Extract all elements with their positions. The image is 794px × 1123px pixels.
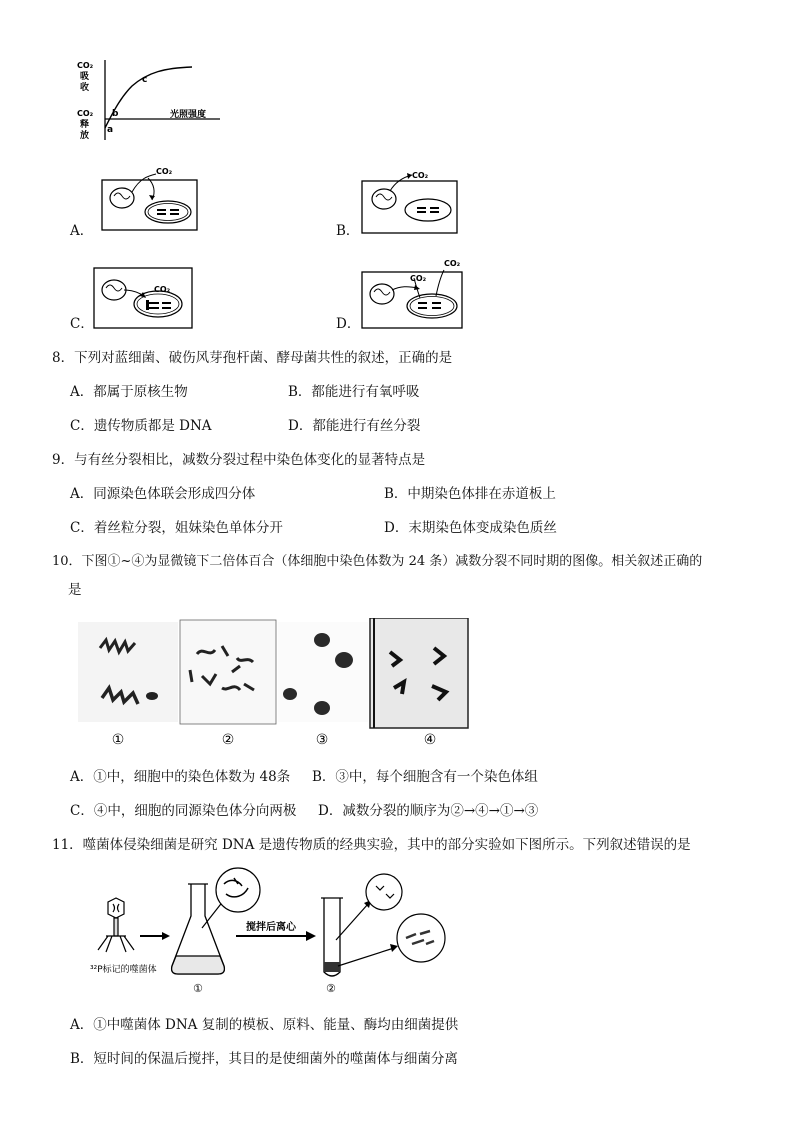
co2-light-graph	[70, 56, 230, 146]
point-b: b	[112, 109, 119, 119]
q9-option-a: A．同源染色体联会形成四分体	[70, 486, 256, 502]
co2-label: CO₂	[154, 285, 171, 294]
q8-option-b: B．都能进行有氧呼吸	[288, 384, 420, 400]
magnified-supernatant-icon	[366, 874, 402, 910]
centrifuge-label: 搅拌后离心	[246, 922, 296, 933]
q7-option-d-diagram	[360, 256, 472, 334]
co2-label: CO₂	[156, 167, 173, 176]
flask-icon	[172, 884, 225, 974]
q7-option-c-diagram	[92, 262, 202, 332]
chloroplast-icon	[405, 199, 451, 221]
phage-label: ³²P标记的噬菌体	[90, 965, 157, 975]
q10-option-d: D．减数分裂的顺序为②→④→①→③	[318, 803, 539, 819]
q11-option-b: B．短时间的保温后搅拌，其目的是使细菌外的噬菌体与细菌分离	[70, 1051, 458, 1067]
panel-label-3: ③	[315, 732, 329, 748]
flask-label: ①	[193, 982, 203, 995]
mitochondrion-icon	[370, 284, 394, 304]
panel-label-4: ④	[423, 732, 437, 748]
y-bottom-line-1: 释	[80, 120, 90, 130]
co2-label-a: CO₂	[410, 274, 427, 283]
q7-option-a-label: A．	[70, 223, 94, 239]
point-c: c	[142, 75, 148, 85]
q9-option-d: D．末期染色体变成染色质丝	[384, 520, 557, 536]
y-top-line-1: 吸	[80, 72, 90, 82]
panel-label-2: ②	[221, 732, 235, 748]
q9-option-b: B．中期染色体排在赤道板上	[384, 486, 556, 502]
q10-option-a: A．①中，细胞中的染色体数为 48条	[70, 769, 291, 785]
q7-option-b-diagram	[360, 165, 460, 240]
q10-option-c: C．④中，细胞的同源染色体分向两极	[70, 803, 297, 819]
co2-label-b: CO₂	[444, 259, 461, 268]
q7-option-a-diagram	[100, 160, 200, 235]
y-bottom-line-2: 放	[80, 131, 90, 141]
q7-option-b-label: B．	[336, 223, 360, 239]
meiosis-micrographs	[72, 618, 472, 748]
mitochondrion-icon	[110, 188, 134, 208]
chloroplast-icon	[407, 294, 457, 318]
q11-stem: 11．噬菌体侵染细菌是研究 DNA 是遗传物质的经典实验，其中的部分实验如下图所示。下列叙述错误的是	[52, 837, 691, 853]
phage-experiment-diagram	[86, 864, 456, 999]
phage-icon	[98, 898, 134, 952]
q8-stem: 8．下列对蓝细菌、破伤风芽孢杆菌、酵母菌共性的叙述，正确的是	[52, 350, 453, 366]
q11-option-a: A．①中噬菌体 DNA 复制的模板、原料、能量、酶均由细菌提供	[70, 1017, 459, 1033]
magnified-precipitate-icon	[397, 914, 445, 962]
y-top-line-2: 收	[80, 83, 90, 93]
co2-label: CO₂	[412, 171, 429, 180]
q10-option-b: B．③中，每个细胞含有一个染色体组	[312, 769, 538, 785]
test-tube-icon	[321, 898, 343, 976]
q9-stem: 9．与有丝分裂相比，减数分裂过程中染色体变化的显著特点是	[52, 452, 426, 468]
x-label: 光照强度	[170, 110, 207, 120]
point-a: a	[107, 125, 114, 135]
magnified-infection-icon	[216, 868, 260, 912]
chloroplast-icon	[145, 201, 191, 223]
mitochondrion-icon	[102, 280, 126, 300]
q10-stem-line1: 10．下图①~④为显微镜下二倍体百合（体细胞中染色体数为 24 条）减数分裂不同时期的图像。相关叙述正确的	[52, 554, 703, 569]
tube-label: ②	[326, 982, 336, 995]
q9-option-c: C．着丝粒分裂，姐妹染色单体分开	[70, 520, 283, 536]
q8-option-d: D．都能进行有丝分裂	[288, 418, 421, 434]
q7-option-c-label: C．	[70, 316, 94, 332]
y-bottom-line-0: CO₂	[77, 109, 94, 118]
q10-stem-line2: 是	[68, 582, 82, 598]
panel-label-1: ①	[111, 732, 125, 748]
q8-option-a: A．都属于原核生物	[70, 384, 188, 400]
q8-option-c: C．遗传物质都是 DNA	[70, 418, 212, 434]
q7-option-d-label: D．	[336, 316, 361, 332]
mitochondrion-icon	[372, 189, 396, 209]
y-top-line-0: CO₂	[77, 61, 94, 70]
